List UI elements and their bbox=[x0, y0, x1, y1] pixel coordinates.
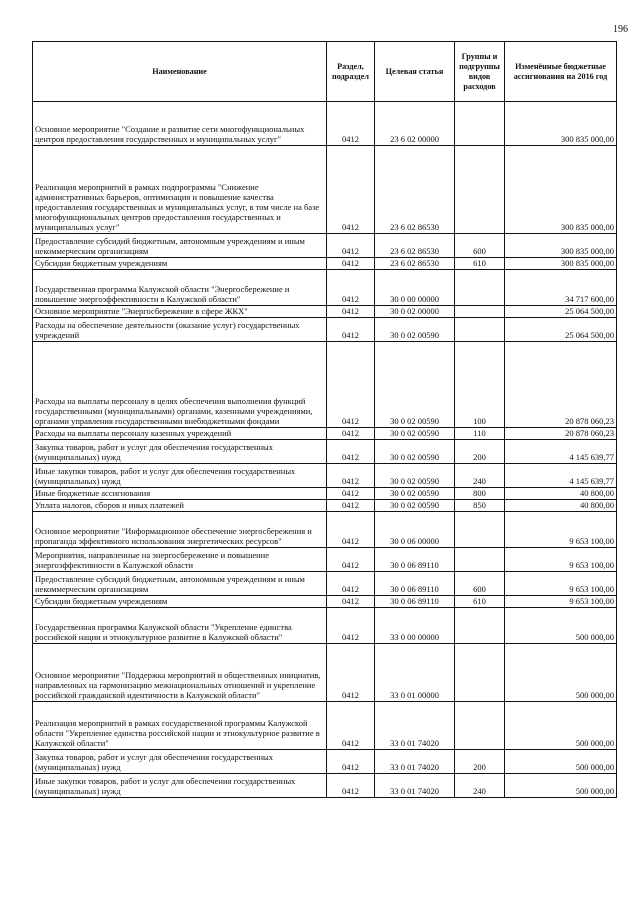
cell-name: Расходы на обеспечение деятельности (оказание услуг) государственных учреждений bbox=[33, 318, 327, 342]
cell-amount: 300 835 000,00 bbox=[505, 146, 617, 234]
cell-section: 0412 bbox=[327, 102, 375, 146]
cell-amount: 300 835 000,00 bbox=[505, 234, 617, 258]
table-row bbox=[33, 440, 617, 464]
cell-name: Государственная программа Калужской области "Укрепление единства российской нации и этнокультурное развитие в Калужской области" bbox=[33, 608, 327, 644]
cell-amount: 9 653 100,00 bbox=[505, 512, 617, 548]
table-row bbox=[33, 644, 617, 702]
cell-article: 33 0 01 00000 bbox=[375, 644, 455, 702]
cell-name: Расходы на выплаты персоналу казенных учреждений bbox=[33, 428, 327, 440]
cell-section: 0412 bbox=[327, 644, 375, 702]
cell-article: 30 0 02 00590 bbox=[375, 342, 455, 428]
cell-group: 600 bbox=[455, 234, 505, 258]
cell-group bbox=[455, 608, 505, 644]
cell-article: 30 0 02 00590 bbox=[375, 500, 455, 512]
header-name: Наименование bbox=[33, 42, 327, 102]
cell-article: 30 0 02 00590 bbox=[375, 318, 455, 342]
table-row bbox=[33, 258, 617, 270]
cell-section: 0412 bbox=[327, 342, 375, 428]
cell-amount: 4 145 639,77 bbox=[505, 440, 617, 464]
header-groups: Группы и подгруппы видов расходов bbox=[455, 42, 505, 102]
cell-section: 0412 bbox=[327, 464, 375, 488]
cell-name: Иные закупки товаров, работ и услуг для обеспечения государственных (муниципальных) нужд bbox=[33, 464, 327, 488]
cell-article: 23 6 02 00000 bbox=[375, 102, 455, 146]
cell-name: Реализация мероприятий в рамках подпрограммы "Снижение административных барьеров, оптимизация и повышение качества предоставления государственных и муниципальных услуг, в том числе на базе многофункциональных центров предоставления государственных и муниципальных услуг" bbox=[33, 146, 327, 234]
cell-name: Основное мероприятие "Энергосбережение в сфере ЖКХ" bbox=[33, 306, 327, 318]
cell-amount: 500 000,00 bbox=[505, 608, 617, 644]
cell-group: 610 bbox=[455, 258, 505, 270]
cell-name: Предоставление субсидий бюджетным, автономным учреждениям и иным некоммерческим организациям bbox=[33, 572, 327, 596]
cell-section: 0412 bbox=[327, 146, 375, 234]
cell-name: Иные закупки товаров, работ и услуг для обеспечения государственных (муниципальных) нужд bbox=[33, 774, 327, 798]
table-row bbox=[33, 270, 617, 306]
header-article: Целевая статья bbox=[375, 42, 455, 102]
cell-article: 30 0 02 00590 bbox=[375, 488, 455, 500]
table-row bbox=[33, 512, 617, 548]
cell-article: 30 0 06 89110 bbox=[375, 596, 455, 608]
table-row bbox=[33, 572, 617, 596]
cell-article: 23 6 02 86530 bbox=[375, 146, 455, 234]
table-row bbox=[33, 488, 617, 500]
cell-section: 0412 bbox=[327, 774, 375, 798]
cell-amount: 40 800,00 bbox=[505, 488, 617, 500]
cell-group bbox=[455, 644, 505, 702]
cell-name: Основное мероприятие "Поддержка мероприятий и общественных инициатив, направленных на гармонизацию межнациональных отношений и укрепление российской гражданской идентичности в Калужской области" bbox=[33, 644, 327, 702]
cell-amount: 9 653 100,00 bbox=[505, 572, 617, 596]
cell-name: Иные бюджетные ассигнования bbox=[33, 488, 327, 500]
cell-name: Расходы на выплаты персоналу в целях обеспечения выполнения функций государственными (муниципальными) органами, казенными учреждениями, органами управления государственными внебюджетными фондами bbox=[33, 342, 327, 428]
cell-name: Закупка товаров, работ и услуг для обеспечения государственных (муниципальных) нужд bbox=[33, 440, 327, 464]
table-row bbox=[33, 146, 617, 234]
cell-group: 800 bbox=[455, 488, 505, 500]
cell-name: Субсидии бюджетным учреждениям bbox=[33, 258, 327, 270]
cell-section: 0412 bbox=[327, 512, 375, 548]
cell-article: 23 6 02 86530 bbox=[375, 258, 455, 270]
cell-article: 23 6 02 86530 bbox=[375, 234, 455, 258]
table-row bbox=[33, 702, 617, 750]
cell-name: Субсидии бюджетным учреждениям bbox=[33, 596, 327, 608]
cell-group bbox=[455, 102, 505, 146]
table-body bbox=[33, 102, 617, 798]
cell-group bbox=[455, 318, 505, 342]
cell-group: 850 bbox=[455, 500, 505, 512]
cell-amount: 40 800,00 bbox=[505, 500, 617, 512]
page-number: 196 bbox=[613, 24, 628, 35]
table-row bbox=[33, 608, 617, 644]
cell-article: 30 0 06 89110 bbox=[375, 572, 455, 596]
cell-section: 0412 bbox=[327, 500, 375, 512]
cell-amount: 300 835 000,00 bbox=[505, 258, 617, 270]
cell-section: 0412 bbox=[327, 306, 375, 318]
cell-article: 30 0 02 00590 bbox=[375, 464, 455, 488]
cell-amount: 34 717 600,00 bbox=[505, 270, 617, 306]
cell-article: 33 0 00 00000 bbox=[375, 608, 455, 644]
table-row bbox=[33, 428, 617, 440]
cell-group bbox=[455, 146, 505, 234]
cell-article: 33 0 01 74020 bbox=[375, 774, 455, 798]
table-row bbox=[33, 750, 617, 774]
cell-group bbox=[455, 306, 505, 318]
table-row bbox=[33, 102, 617, 146]
cell-article: 33 0 01 74020 bbox=[375, 702, 455, 750]
cell-article: 33 0 01 74020 bbox=[375, 750, 455, 774]
table-row bbox=[33, 318, 617, 342]
cell-section: 0412 bbox=[327, 440, 375, 464]
cell-group: 240 bbox=[455, 464, 505, 488]
cell-group: 200 bbox=[455, 750, 505, 774]
cell-group: 100 bbox=[455, 342, 505, 428]
table-row bbox=[33, 774, 617, 798]
cell-amount: 25 064 500,00 bbox=[505, 318, 617, 342]
cell-article: 30 0 00 00000 bbox=[375, 270, 455, 306]
cell-article: 30 0 06 89110 bbox=[375, 548, 455, 572]
cell-amount: 25 064 500,00 bbox=[505, 306, 617, 318]
cell-group bbox=[455, 702, 505, 750]
cell-group: 600 bbox=[455, 572, 505, 596]
cell-section: 0412 bbox=[327, 702, 375, 750]
cell-section: 0412 bbox=[327, 428, 375, 440]
table-row bbox=[33, 306, 617, 318]
cell-amount: 500 000,00 bbox=[505, 750, 617, 774]
cell-amount: 20 878 060,23 bbox=[505, 342, 617, 428]
cell-section: 0412 bbox=[327, 572, 375, 596]
cell-name: Основное мероприятие "Информационное обеспечение энергосбережения и пропаганда эффективного использования энергетических ресурсов" bbox=[33, 512, 327, 548]
cell-section: 0412 bbox=[327, 548, 375, 572]
cell-section: 0412 bbox=[327, 270, 375, 306]
cell-article: 30 0 02 00590 bbox=[375, 428, 455, 440]
table-row bbox=[33, 342, 617, 428]
cell-name: Реализация мероприятий в рамках государственной программы Калужской области "Укрепление единства российской нации и этнокультурное развитие в Калужской области" bbox=[33, 702, 327, 750]
cell-amount: 500 000,00 bbox=[505, 644, 617, 702]
cell-group bbox=[455, 270, 505, 306]
cell-amount: 9 653 100,00 bbox=[505, 596, 617, 608]
cell-name: Государственная программа Калужской области "Энергосбережение и повышение энергоэффективности в Калужской области" bbox=[33, 270, 327, 306]
cell-section: 0412 bbox=[327, 488, 375, 500]
cell-group: 240 bbox=[455, 774, 505, 798]
cell-section: 0412 bbox=[327, 258, 375, 270]
cell-group: 610 bbox=[455, 596, 505, 608]
cell-group bbox=[455, 512, 505, 548]
cell-section: 0412 bbox=[327, 608, 375, 644]
cell-name: Закупка товаров, работ и услуг для обеспечения государственных (муниципальных) нужд bbox=[33, 750, 327, 774]
cell-article: 30 0 02 00000 bbox=[375, 306, 455, 318]
cell-article: 30 0 06 00000 bbox=[375, 512, 455, 548]
cell-amount: 500 000,00 bbox=[505, 702, 617, 750]
header-section: Раздел, подраздел bbox=[327, 42, 375, 102]
cell-name: Мероприятия, направленные на энергосбережение и повышение энергоэффективности в Калужской области bbox=[33, 548, 327, 572]
cell-section: 0412 bbox=[327, 596, 375, 608]
cell-name: Уплата налогов, сборов и иных платежей bbox=[33, 500, 327, 512]
cell-group: 110 bbox=[455, 428, 505, 440]
budget-table bbox=[32, 41, 617, 798]
cell-name: Основное мероприятие "Создание и развитие сети многофункциональных центров предоставления государственных и муниципальных услуг" bbox=[33, 102, 327, 146]
cell-section: 0412 bbox=[327, 234, 375, 258]
cell-amount: 300 835 000,00 bbox=[505, 102, 617, 146]
header-amount: Изменённые бюджетные ассигнования на 2016 год bbox=[505, 42, 617, 102]
table-row bbox=[33, 464, 617, 488]
table-header-row bbox=[33, 42, 617, 102]
cell-name: Предоставление субсидий бюджетным, автономным учреждениям и иным некоммерческим организациям bbox=[33, 234, 327, 258]
cell-amount: 9 653 100,00 bbox=[505, 548, 617, 572]
cell-article: 30 0 02 00590 bbox=[375, 440, 455, 464]
table-row bbox=[33, 234, 617, 258]
cell-section: 0412 bbox=[327, 318, 375, 342]
table-row bbox=[33, 500, 617, 512]
cell-section: 0412 bbox=[327, 750, 375, 774]
table-row bbox=[33, 548, 617, 572]
cell-amount: 500 000,00 bbox=[505, 774, 617, 798]
cell-group bbox=[455, 548, 505, 572]
cell-amount: 20 878 060,23 bbox=[505, 428, 617, 440]
cell-amount: 4 145 639,77 bbox=[505, 464, 617, 488]
table-row bbox=[33, 596, 617, 608]
cell-group: 200 bbox=[455, 440, 505, 464]
